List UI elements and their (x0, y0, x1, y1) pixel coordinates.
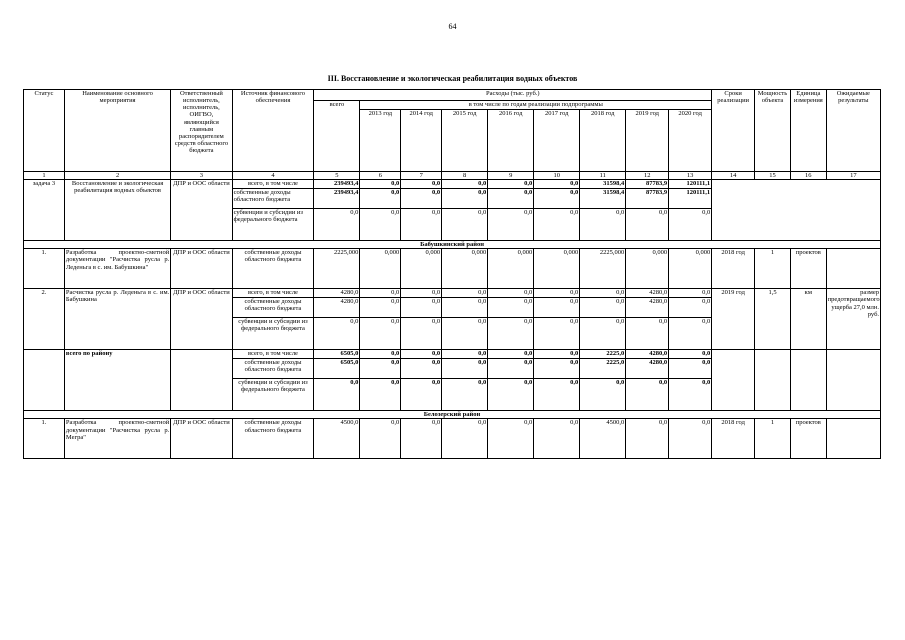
expenses-table (23, 89, 881, 459)
value-cell: 0,0 (669, 359, 712, 379)
value-cell: 31598,4 (580, 180, 626, 189)
value-cell: 0,0 (360, 180, 401, 189)
value-cell: 0,0 (534, 298, 580, 318)
empty-cell (790, 350, 826, 411)
column-number: 16 (790, 172, 826, 180)
value-cell: 2225,0 (580, 350, 626, 359)
header-measure-name: Наименование основного мероприятия (64, 90, 170, 172)
value-cell: 0,0 (360, 209, 401, 241)
source-cell: субвенции и субсидии из федерального бюджета (232, 209, 314, 241)
source-cell: всего, в том числе (232, 350, 314, 359)
value-cell: 0,0 (580, 379, 626, 411)
source-cell: собственные доходы областного бюджета (232, 298, 314, 318)
value-cell: 87783,9 (626, 180, 669, 189)
column-number: 6 (360, 172, 401, 180)
value-cell: 0,0 (488, 180, 534, 189)
value-cell: 120111,1 (669, 189, 712, 209)
source-cell: собственные доходы областного бюджета (232, 249, 314, 289)
value-cell: 0,0 (360, 379, 401, 411)
item-terms: 2018 год (712, 249, 755, 289)
district-name: Бабушкинский район (24, 241, 881, 249)
value-cell: 0,0 (488, 189, 534, 209)
header-capacity: Мощность объекта (755, 90, 791, 172)
header-year: 2019 год (626, 110, 669, 172)
source-cell: субвенции и субсидии из федерального бюджета (232, 318, 314, 350)
item-unit: км (790, 289, 826, 350)
column-number: 17 (826, 172, 880, 180)
value-cell: 0,0 (314, 318, 360, 350)
section-title: III. Восстановление и экологическая реабилитация водных объектов (327, 74, 578, 83)
item-row (24, 249, 881, 289)
value-cell: 0,0 (669, 289, 712, 298)
item-row (24, 289, 881, 298)
value-cell: 0,0 (669, 379, 712, 411)
value-cell: 0,0 (442, 180, 488, 189)
source-cell: собственные доходы областного бюджета (232, 189, 314, 209)
header-total: всего (314, 101, 360, 172)
value-cell: 4280,0 (314, 289, 360, 298)
value-cell: 4500,0 (314, 419, 360, 459)
value-cell: 0,0 (534, 379, 580, 411)
empty-cell (171, 350, 232, 411)
value-cell: 0,0 (580, 298, 626, 318)
task-status: задача 3 (24, 180, 65, 241)
item-name: Расчистка русла р. Леденьга в с. им. Бабушкина (64, 289, 170, 350)
item-number: 2. (24, 289, 65, 350)
value-cell: 0,0 (360, 419, 401, 459)
value-cell: 31598,4 (580, 189, 626, 209)
value-cell: 0,0 (669, 318, 712, 350)
header-row (24, 90, 881, 101)
value-cell: 0,0 (488, 318, 534, 350)
item-number: 1. (24, 419, 65, 459)
column-number: 9 (488, 172, 534, 180)
item-name: Разработка проектно-сметной документации "Расчистка русла р. Леденьга в с. им. Бабушкина" (64, 249, 170, 289)
column-number: 5 (314, 172, 360, 180)
header-year: 2014 год (401, 110, 442, 172)
header-expected: Ожидаемые результаты (826, 90, 880, 172)
column-number: 2 (64, 172, 170, 180)
value-cell: 0,000 (488, 249, 534, 289)
value-cell: 4280,0 (314, 298, 360, 318)
value-cell: 6505,0 (314, 359, 360, 379)
value-cell: 0,0 (488, 350, 534, 359)
task-responsible: ДПР и ООС области (171, 180, 232, 241)
item-capacity: 1,5 (755, 289, 791, 350)
column-number: 15 (755, 172, 791, 180)
value-cell: 0,0 (534, 289, 580, 298)
value-cell: 0,0 (442, 189, 488, 209)
item-capacity: 1 (755, 419, 791, 459)
task-row (24, 180, 881, 189)
value-cell: 0,0 (580, 289, 626, 298)
value-cell: 0,0 (488, 289, 534, 298)
value-cell: 2225,0 (580, 359, 626, 379)
value-cell: 0,0 (442, 419, 488, 459)
value-cell: 0,0 (442, 318, 488, 350)
value-cell: 0,0 (442, 289, 488, 298)
value-cell: 0,0 (580, 209, 626, 241)
value-cell: 0,0 (442, 379, 488, 411)
column-number: 4 (232, 172, 314, 180)
item-responsible: ДПР и ООС области (171, 249, 232, 289)
value-cell: 0,0 (401, 289, 442, 298)
header-unit: Единица измерения (790, 90, 826, 172)
empty-cell (24, 350, 65, 411)
item-row (24, 419, 881, 459)
value-cell: 0,0 (401, 180, 442, 189)
source-cell: всего, в том числе (232, 180, 314, 189)
value-cell: 0,0 (360, 318, 401, 350)
value-cell: 120111,1 (669, 180, 712, 189)
value-cell: 4500,0 (580, 419, 626, 459)
district-header-row (24, 241, 881, 249)
value-cell: 0,0 (401, 318, 442, 350)
value-cell: 0,0 (534, 180, 580, 189)
source-cell: собственные доходы областного бюджета (232, 359, 314, 379)
district-total-label: всего по району (64, 350, 170, 411)
column-number: 12 (626, 172, 669, 180)
value-cell: 0,0 (401, 209, 442, 241)
item-responsible: ДПР и ООС области (171, 419, 232, 459)
value-cell: 0,000 (401, 249, 442, 289)
value-cell: 0,0 (401, 379, 442, 411)
item-unit: проектов (790, 249, 826, 289)
value-cell: 6505,0 (314, 350, 360, 359)
value-cell: 0,0 (669, 209, 712, 241)
value-cell: 0,0 (626, 209, 669, 241)
item-terms: 2019 год (712, 289, 755, 350)
header-year: 2018 год (580, 110, 626, 172)
item-number: 1. (24, 249, 65, 289)
value-cell: 0,0 (534, 359, 580, 379)
value-cell: 0,0 (580, 318, 626, 350)
value-cell: 0,0 (401, 359, 442, 379)
value-cell: 239493,4 (314, 189, 360, 209)
column-number: 1 (24, 172, 65, 180)
value-cell: 0,0 (314, 209, 360, 241)
task-name: Восстановление и экологическая реабилитация водных объектов (64, 180, 170, 241)
source-cell: собственные доходы областного бюджета (232, 419, 314, 459)
empty-cell (755, 350, 791, 411)
item-expected (826, 249, 880, 289)
value-cell: 0,0 (669, 419, 712, 459)
value-cell: 0,0 (626, 419, 669, 459)
value-cell: 2225,000 (580, 249, 626, 289)
item-expected: размер предотвращаемого ущерба 27,0 млн. руб. (826, 289, 880, 350)
value-cell: 0,0 (669, 298, 712, 318)
value-cell: 2225,000 (314, 249, 360, 289)
column-number: 8 (442, 172, 488, 180)
value-cell: 0,0 (488, 419, 534, 459)
value-cell: 0,0 (488, 379, 534, 411)
value-cell: 0,0 (534, 419, 580, 459)
value-cell: 0,0 (534, 189, 580, 209)
value-cell: 0,0 (442, 350, 488, 359)
value-cell: 239493,4 (314, 180, 360, 189)
value-cell: 4280,0 (626, 350, 669, 359)
district-name: Белозерский район (24, 411, 881, 419)
district-header-row (24, 411, 881, 419)
header-year: 2016 год (488, 110, 534, 172)
item-responsible: ДПР и ООС области (171, 289, 232, 350)
value-cell: 0,0 (534, 209, 580, 241)
item-expected (826, 419, 880, 459)
value-cell: 0,000 (534, 249, 580, 289)
column-number: 7 (401, 172, 442, 180)
value-cell: 0,000 (669, 249, 712, 289)
value-cell: 0,0 (442, 298, 488, 318)
value-cell: 0,0 (360, 350, 401, 359)
value-cell: 0,0 (360, 298, 401, 318)
value-cell: 0,0 (626, 318, 669, 350)
source-cell: всего, в том числе (232, 289, 314, 298)
header-year: 2017 год (534, 110, 580, 172)
column-number: 3 (171, 172, 232, 180)
header-year: 2015 год (442, 110, 488, 172)
item-unit: проектов (790, 419, 826, 459)
value-cell: 0,0 (360, 359, 401, 379)
value-cell: 0,0 (534, 318, 580, 350)
source-cell: субвенции и субсидии из федерального бюджета (232, 379, 314, 411)
value-cell: 4280,0 (626, 359, 669, 379)
value-cell: 0,000 (360, 249, 401, 289)
header-status: Статус (24, 90, 65, 172)
header-expenses: Расходы (тыс. руб.) (314, 90, 712, 101)
empty-cell (712, 180, 881, 241)
column-number: 13 (669, 172, 712, 180)
item-terms: 2018 год (712, 419, 755, 459)
value-cell: 0,0 (401, 350, 442, 359)
value-cell: 0,0 (442, 209, 488, 241)
column-number: 11 (580, 172, 626, 180)
item-capacity: 1 (755, 249, 791, 289)
header-year: 2013 год (360, 110, 401, 172)
value-cell: 0,000 (442, 249, 488, 289)
column-number: 14 (712, 172, 755, 180)
value-cell: 4280,0 (626, 298, 669, 318)
header-responsible: Ответственный исполнитель, исполнитель, ОИГВО, являющийся главным распорядителем средств областного бюджета (171, 90, 232, 172)
value-cell: 0,0 (442, 359, 488, 379)
value-cell: 0,0 (401, 298, 442, 318)
header-terms: Сроки реализации (712, 90, 755, 172)
district-total-row (24, 350, 881, 359)
value-cell: 0,0 (534, 350, 580, 359)
value-cell: 0,0 (401, 189, 442, 209)
value-cell: 0,0 (488, 359, 534, 379)
value-cell: 0,0 (669, 350, 712, 359)
value-cell: 87783,9 (626, 189, 669, 209)
page-number: 64 (448, 22, 457, 31)
header-source: Источник финансового обеспечения (232, 90, 314, 172)
header-year: 2020 год (669, 110, 712, 172)
column-numbers-row (24, 172, 881, 180)
value-cell: 0,0 (488, 298, 534, 318)
value-cell: 0,0 (488, 209, 534, 241)
header-by-years: в том числе по годам реализации подпрограммы (360, 101, 712, 110)
value-cell: 4280,0 (626, 289, 669, 298)
empty-cell (826, 350, 880, 411)
value-cell: 0,0 (314, 379, 360, 411)
value-cell: 0,0 (360, 189, 401, 209)
value-cell: 0,0 (626, 379, 669, 411)
value-cell: 0,0 (360, 289, 401, 298)
column-number: 10 (534, 172, 580, 180)
item-name: Разработка проектно-сметной документации "Расчистка русла р. Мегра" (64, 419, 170, 459)
value-cell: 0,0 (401, 419, 442, 459)
value-cell: 0,000 (626, 249, 669, 289)
empty-cell (712, 350, 755, 411)
